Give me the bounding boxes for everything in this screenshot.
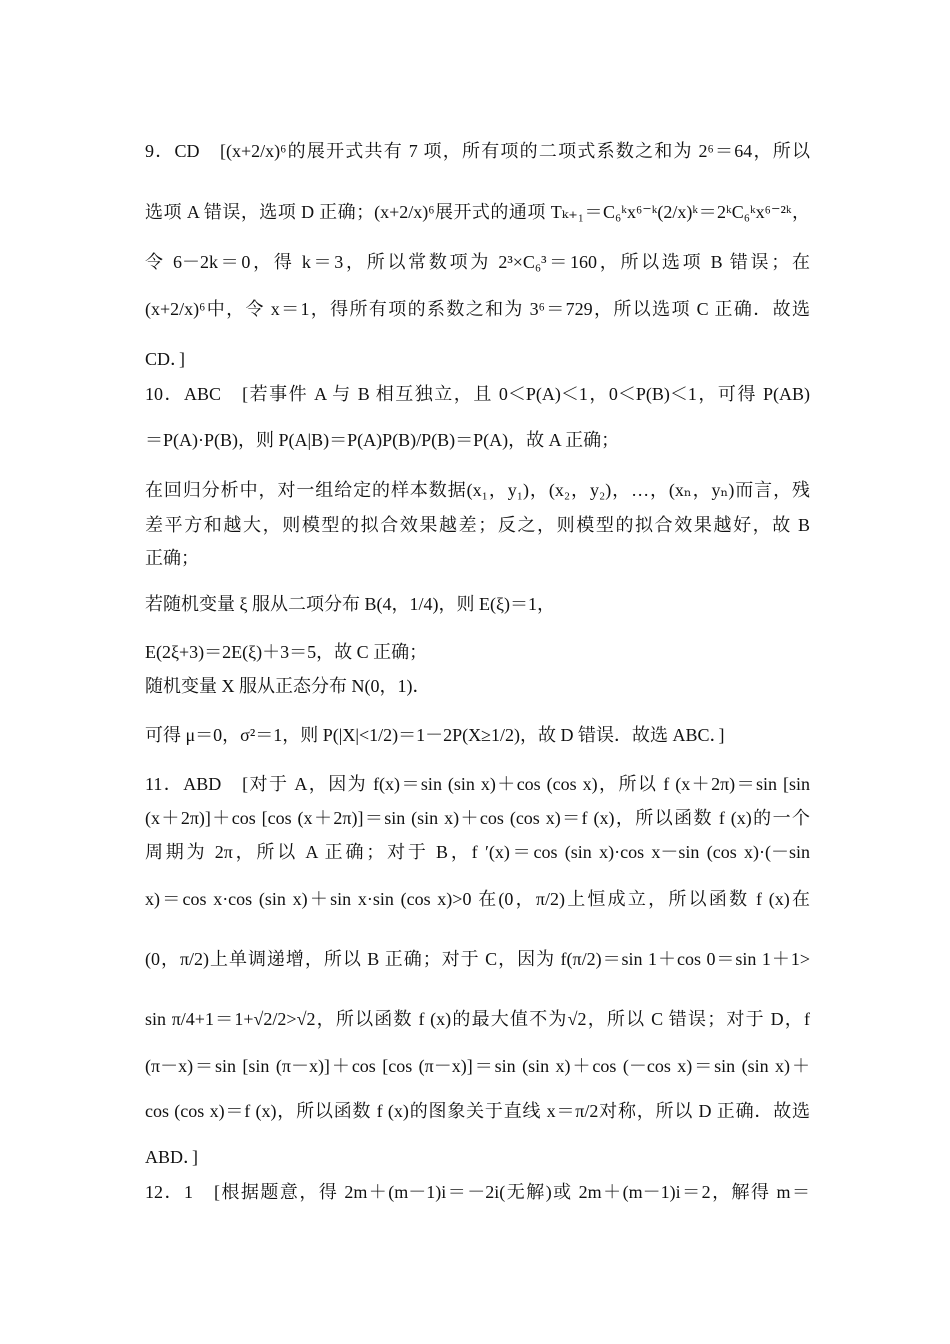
text-line: 选项 A 错误，选项 D 正确；(x+2/x)⁶展开式的通项 Tₖ₊₁＝C₆ᵏx⁶⁻ᵏ(2/x)ᵏ＝2ᵏC₆ᵏx⁶⁻²ᵏ， xyxy=(145,202,810,222)
text-line: sin π/4+1＝1+√2/2>√2，所以函数 f (x)的最大值不为√2，所以 C 错误；对于 D，f xyxy=(145,1009,810,1029)
text-line: 周期为 2π，所以 A 正确；对于 B，f ′(x)＝cos (sin x)·cos x－sin (cos x)·(－sin xyxy=(145,842,810,862)
text-line: ABD．] xyxy=(145,1147,198,1167)
text-line: (x+2/x)⁶中，令 x＝1，得所有项的系数之和为 3⁶＝729，所以选项 C 正确．故选 xyxy=(145,299,810,319)
text-line: ＝P(A)·P(B)，则 P(A|B)＝P(A)P(B)/P(B)＝P(A)，故 A 正确； xyxy=(145,430,620,450)
text-line: (x＋2π)]＋cos [cos (x＋2π)]＝sin (sin x)＋cos (cos x)＝f (x)，所以函数 f (x)的一个 xyxy=(145,808,810,828)
text-line: x)＝cos x·cos (sin x)＋sin x·sin (cos x)>0 在(0，π/2)上恒成立，所以函数 f (x)在 xyxy=(145,889,810,909)
text-line: 在回归分析中，对一组给定的样本数据(x₁，y₁)，(x₂，y₂)，…，(xₙ，yₙ)而言，残 xyxy=(145,480,810,500)
text-line: 正确； xyxy=(145,548,199,568)
text-line: cos (cos x)＝f (x)，所以函数 f (x)的图象关于直线 x＝π/2对称，所以 D 正确．故选 xyxy=(145,1101,810,1121)
text-line: CD．] xyxy=(145,349,185,369)
text-line: 随机变量 X 服从正态分布 N(0，1)． xyxy=(145,676,431,696)
text-line: 令 6－2k＝0，得 k＝3，所以常数项为 2³×C₆³＝160，所以选项 B 错误；在 xyxy=(145,252,810,272)
text-line: (0，π/2)上单调递增，所以 B 正确；对于 C，因为 f(π/2)＝sin 1＋cos 0＝sin 1＋1> xyxy=(145,949,810,969)
text-line: 若随机变量 ξ 服从二项分布 B(4，1/4)，则 E(ξ)＝1， xyxy=(145,594,556,614)
text-line: (π－x)＝sin [sin (π－x)]＋cos [cos (π－x)]＝sin (sin x)＋cos (－cos x)＝sin (sin x)＋ xyxy=(145,1056,810,1076)
text-line: 11．ABD [对于 A，因为 f(x)＝sin (sin x)＋cos (cos x)，所以 f (x＋2π)＝sin [sin xyxy=(145,774,810,794)
text-line: 可得 μ＝0，σ²＝1，则 P(|X|<1/2)＝1－2P(X≥1/2)，故 D 错误．故选 ABC．] xyxy=(145,725,725,745)
text-line: 差平方和越大，则模型的拟合效果越差；反之，则模型的拟合效果越好，故 B xyxy=(145,515,810,535)
text-line: 10．ABC [若事件 A 与 B 相互独立，且 0＜P(A)＜1，0＜P(B)＜1，可得 P(AB) xyxy=(145,384,810,404)
text-line: E(2ξ+3)＝2E(ξ)＋3＝5，故 C 正确； xyxy=(145,642,428,662)
text-line: 12．1 [根据题意，得 2m＋(m－1)i＝－2i(无解)或 2m＋(m－1)i＝2，解得 m＝ xyxy=(145,1182,810,1202)
text-line: 9．CD [(x+2/x)⁶的展开式共有 7 项，所有项的二项式系数之和为 2⁶＝64，所以 xyxy=(145,141,810,161)
